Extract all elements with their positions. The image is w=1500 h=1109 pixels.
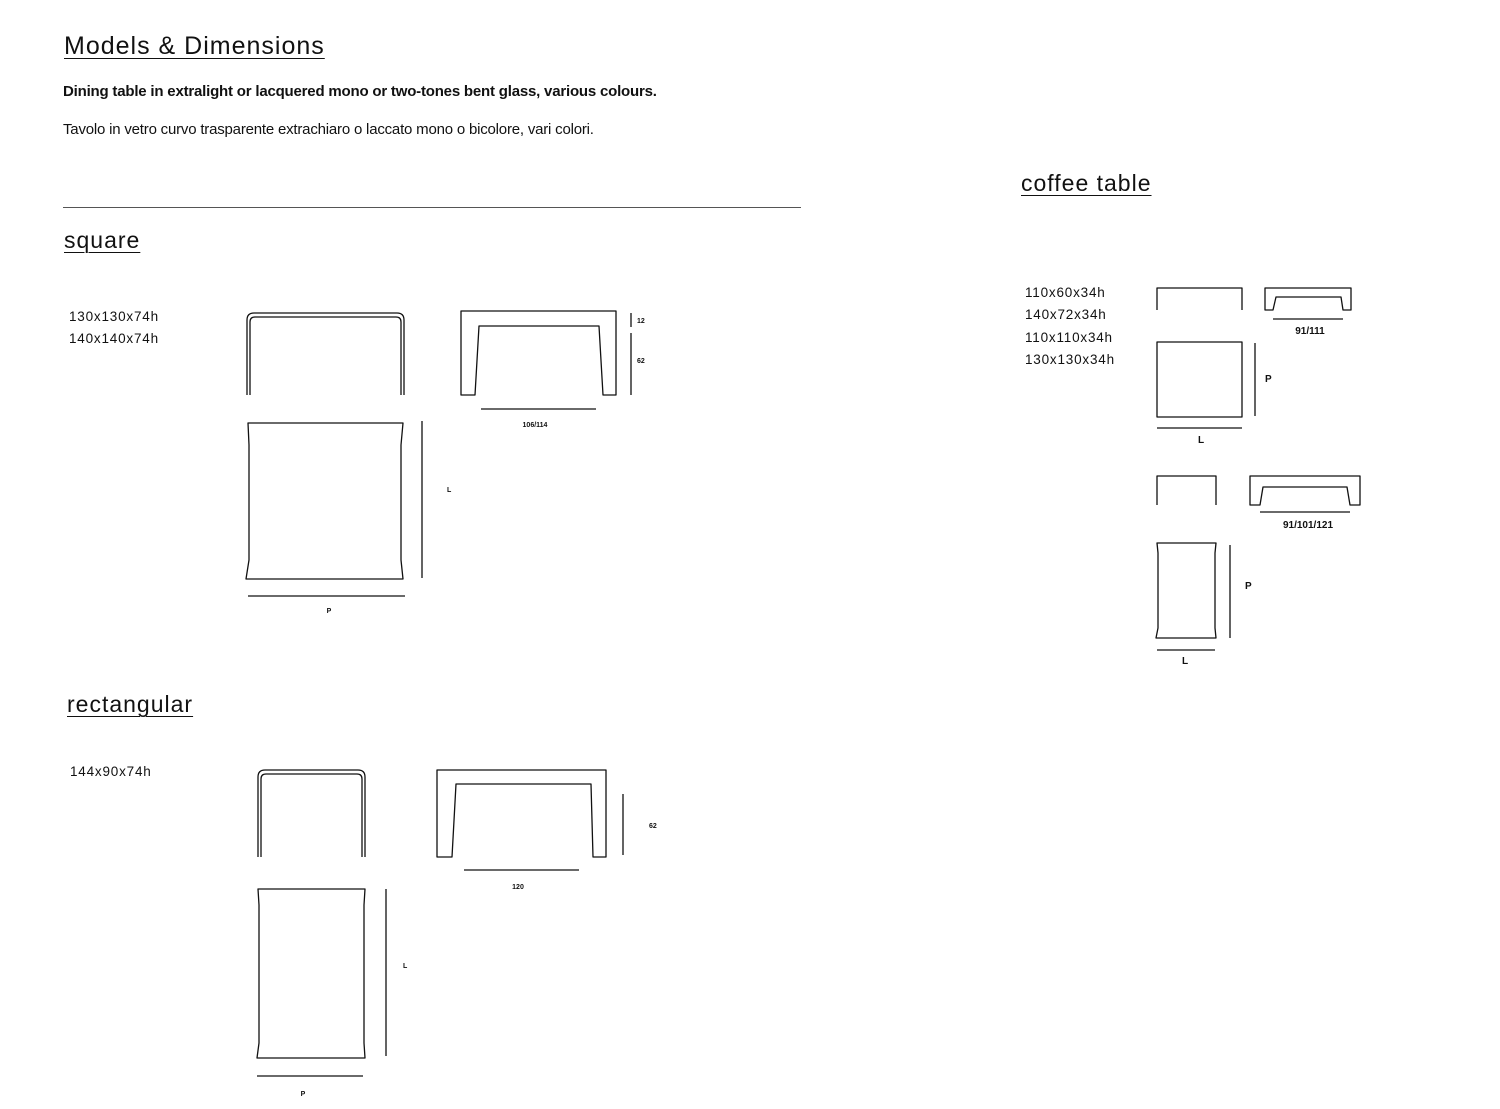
model-size: 130x130x74h bbox=[69, 309, 159, 324]
section-title-rectangular: rectangular bbox=[67, 691, 194, 717]
dimension-label: L bbox=[447, 487, 452, 494]
dimension-label: 91/101/121 bbox=[1282, 520, 1334, 531]
dimension-label: 120 bbox=[512, 884, 524, 891]
model-size: 110x110x34h bbox=[1025, 330, 1113, 345]
dimension-label: 12 bbox=[637, 318, 645, 325]
dimension-label: L bbox=[1197, 435, 1205, 446]
dimension-label: L bbox=[1181, 656, 1189, 667]
dimension-label: P bbox=[326, 608, 332, 615]
description-en: Dining table in extralight or lacquered mono or two-tones bent glass, various colours. bbox=[63, 83, 657, 100]
coffee-side-view bbox=[1157, 476, 1216, 505]
dimension-label: 91/111 bbox=[1295, 326, 1325, 337]
square-side-view bbox=[247, 313, 404, 395]
section-title-square: square bbox=[64, 227, 141, 253]
section-title-coffee-table: coffee table bbox=[1021, 170, 1152, 196]
coffee-front-view bbox=[1265, 288, 1351, 310]
coffee-side-view bbox=[1157, 288, 1242, 310]
coffee-plan-view bbox=[1156, 543, 1216, 638]
dimension-label: P bbox=[300, 1091, 306, 1098]
square-front-view bbox=[461, 311, 616, 395]
page-title: Models & Dimensions bbox=[64, 32, 325, 60]
dimension-label: P bbox=[1245, 581, 1252, 592]
square-plan-view bbox=[246, 423, 403, 579]
description-it: Tavolo in vetro curvo trasparente extrachiaro o laccato mono o bicolore, vari colori. bbox=[63, 121, 594, 138]
coffee-plan-view bbox=[1157, 342, 1242, 417]
rectangular-side-view bbox=[258, 770, 365, 857]
dimension-label: 106/114 bbox=[522, 422, 548, 429]
rectangular-front-view bbox=[437, 770, 606, 857]
coffee-front-view bbox=[1250, 476, 1360, 505]
dimension-label: L bbox=[403, 963, 408, 970]
dimension-label: P bbox=[1265, 374, 1272, 385]
dimension-label: 62 bbox=[649, 823, 657, 830]
model-size: 140x140x74h bbox=[69, 331, 159, 346]
model-size: 144x90x74h bbox=[70, 764, 152, 779]
rectangular-plan-view bbox=[257, 889, 365, 1058]
model-size: 140x72x34h bbox=[1025, 307, 1107, 322]
dimension-label: 62 bbox=[637, 358, 645, 365]
model-size: 110x60x34h bbox=[1025, 285, 1106, 300]
model-size: 130x130x34h bbox=[1025, 352, 1115, 367]
